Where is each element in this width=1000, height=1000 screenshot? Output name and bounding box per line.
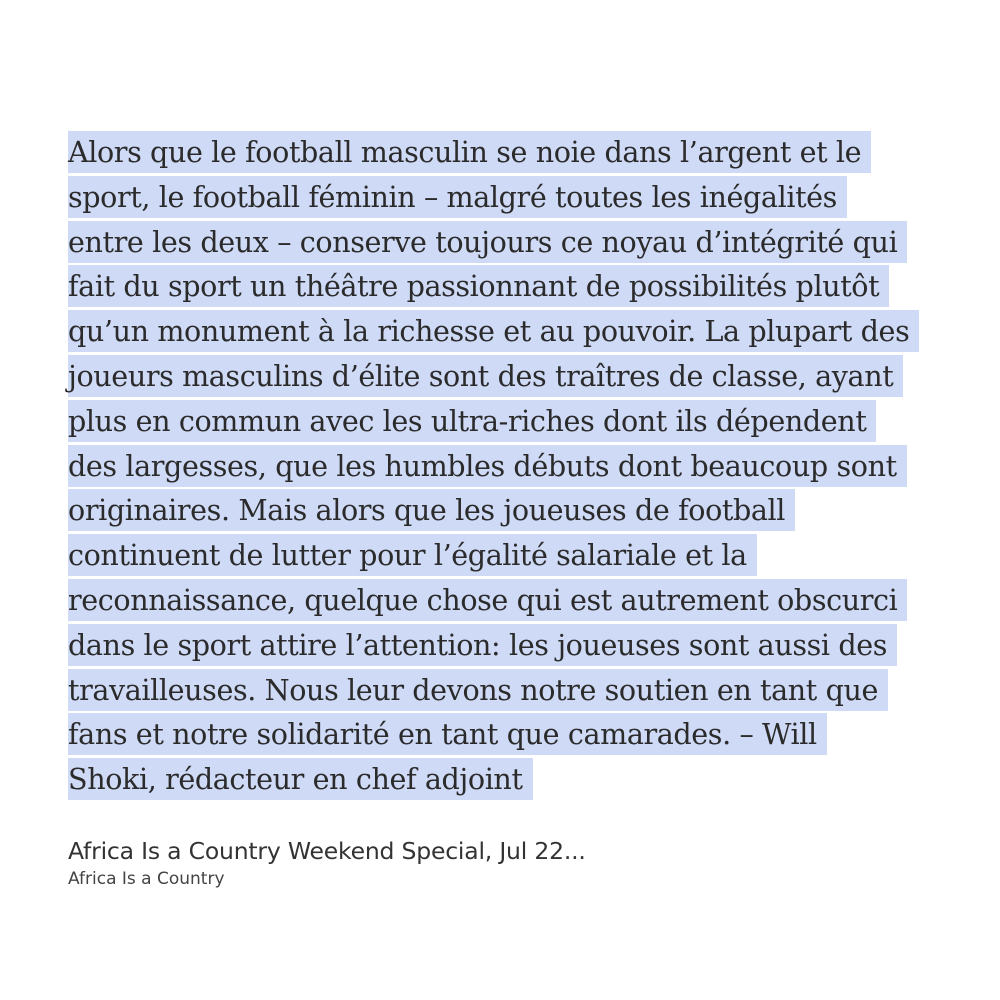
highlighted-text: plus en commun avec les ultra-riches dont ils dépendent [68,400,876,442]
quote-line [68,175,948,220]
source-title[interactable]: Africa Is a Country Weekend Special, Jul 22... [68,837,586,865]
quote-line [68,354,948,399]
highlighted-text: des largesses, que les humbles débuts dont beaucoup sont [68,445,907,487]
quote-line [68,488,948,533]
quote-line [68,623,948,668]
source-publisher: Africa Is a Country [68,869,225,889]
quote-line [68,309,948,354]
quote-line [68,264,948,309]
highlight-quote[interactable] [68,130,948,802]
highlighted-text: entre les deux – conserve toujours ce noyau d’intégrité qui [68,221,907,263]
highlighted-text: reconnaissance, quelque chose qui est autrement obscurci [68,579,907,621]
highlighted-text: dans le sport attire l’attention: les joueuses sont aussi des [68,624,897,666]
quote-line [68,533,948,578]
highlighted-text: fait du sport un théâtre passionnant de possibilités plutôt [68,265,889,307]
highlighted-text: originaires. Mais alors que les joueuses de football [68,489,795,531]
highlighted-text: travailleuses. Nous leur devons notre soutien en tant que [68,669,888,711]
highlighted-text: Shoki, rédacteur en chef adjoint [68,758,533,800]
quote-line [68,578,948,623]
source-info [68,835,948,891]
highlighted-text: continuent de lutter pour l’égalité salariale et la [68,534,757,576]
quote-line [68,399,948,444]
highlighted-text: joueurs masculins d’élite sont des traîtres de classe, ayant [68,355,903,397]
quote-line [68,130,948,175]
quote-line [68,757,948,802]
highlighted-text: Alors que le football masculin se noie dans l’argent et le [68,131,871,173]
highlighted-text: fans et notre solidarité en tant que camarades. – Will [68,713,827,755]
quote-line [68,712,948,757]
highlighted-text: sport, le football féminin – malgré toutes les inégalités [68,176,847,218]
quote-line [68,220,948,265]
highlighted-text: qu’un monument à la richesse et au pouvoir. La plupart des [68,310,919,352]
quote-line [68,668,948,713]
quote-line [68,444,948,489]
